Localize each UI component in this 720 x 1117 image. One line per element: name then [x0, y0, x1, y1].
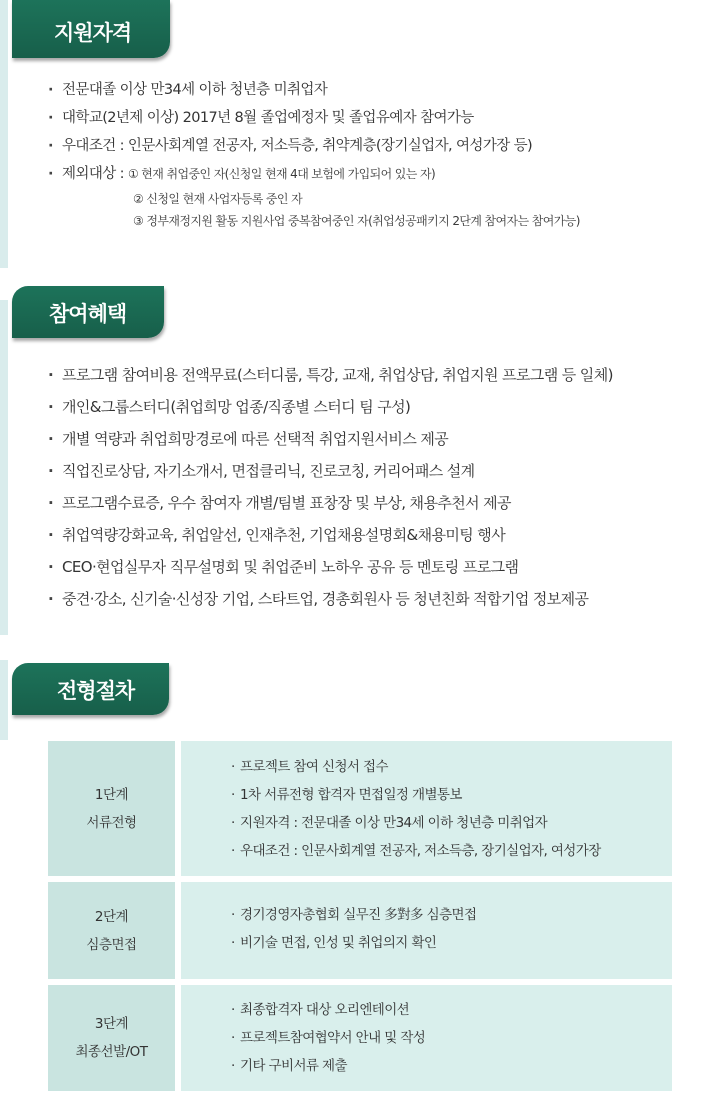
step-items [231, 901, 476, 957]
list-item: · 경기경영자총협회 실무진 多對多 심층면접 [231, 901, 476, 929]
step-stage: 2단계 [94, 908, 129, 925]
section-tab-process [12, 663, 169, 715]
list-item: · 중견·강소, 신기술·신성장 기업, 스타트업, 경총회원사 등 청년친화 적합기업 정보제공 [48, 588, 613, 620]
list-item: · 프로젝트 참여 신청서 접수 [231, 753, 601, 781]
step-items [231, 753, 601, 865]
list-item: · 프로그램 참여비용 전액무료(스터디룸, 특강, 교재, 취업상담, 취업지원 프로그램 등 일체) [48, 364, 613, 396]
left-accent-bar [0, 660, 8, 740]
step-name: 심층면접 [86, 936, 137, 953]
list-item-exclusions [48, 163, 532, 191]
section-tab-benefits [12, 286, 164, 338]
left-accent-bar [0, 0, 8, 268]
list-item: · 기타 구비서류 제출 [231, 1052, 425, 1080]
list-item: · 1차 서류전형 합격자 면접일정 개별통보 [231, 781, 601, 809]
process-step-3 [48, 985, 672, 1091]
exclusion-item: ② 신청일 현재 사업자등록 중인 자 [133, 192, 303, 206]
list-item: · 전문대졸 이상 만34세 이하 청년층 미취업자 [48, 79, 532, 107]
list-item: · 프로젝트참여협약서 안내 및 작성 [231, 1024, 425, 1052]
list-item: · 취업역량강화교육, 취업알선, 인재추천, 기업채용설명회&채용미팅 행사 [48, 524, 613, 556]
section-tab-qualification [12, 0, 170, 58]
step-body [181, 741, 672, 876]
exclusion-title: 제외대상 : [62, 166, 124, 182]
list-item: · 지원자격 : 전문대졸 이상 만34세 이하 청년층 미취업자 [231, 809, 601, 837]
section-title: 지원자격 [54, 21, 132, 45]
step-body [181, 985, 672, 1091]
step-label [48, 985, 175, 1091]
step-stage: 1단계 [94, 786, 129, 803]
list-item: · 최종합격자 대상 오리엔테이션 [231, 996, 425, 1024]
step-name: 서류전형 [86, 814, 137, 831]
step-items [231, 996, 425, 1080]
step-name: 최종선발/OT [75, 1044, 148, 1060]
process-step-1 [48, 741, 672, 876]
left-accent-bar [0, 300, 8, 635]
list-item: · 직업진로상담, 자기소개서, 면접클리닉, 진로코칭, 커리어패스 설계 [48, 460, 613, 492]
section-title: 참여혜택 [49, 302, 127, 326]
step-label [48, 741, 175, 876]
step-label [48, 882, 175, 979]
section-title: 전형절차 [57, 679, 135, 703]
benefits-list [48, 364, 613, 620]
list-item: · 개인&그룹스터디(취업희망 업종/직종별 스터디 팀 구성) [48, 396, 613, 428]
list-item: · 개별 역량과 취업희망경로에 따른 선택적 취업지원서비스 제공 [48, 428, 613, 460]
step-stage: 3단계 [94, 1016, 129, 1032]
list-item: · 비기술 면접, 인성 및 취업의지 확인 [231, 929, 476, 957]
qualification-list [48, 79, 532, 191]
process-step-2 [48, 882, 672, 979]
exclusion-item: ③ 정부재정지원 활동 지원사업 중복참여중인 자(취업성공패키지 2단계 참여자는 참여가능) [133, 214, 580, 228]
list-item: · 대학교(2년제 이상) 2017년 8월 졸업예정자 및 졸업유예자 참여가능 [48, 107, 532, 135]
exclusion-item: ① 현재 취업중인 자(신청일 현재 4대 보험에 가입되어 있는 자) [127, 167, 436, 181]
step-body [181, 882, 672, 979]
list-item: · CEO·현업실무자 직무설명회 및 취업준비 노하우 공유 등 멘토링 프로그램 [48, 556, 613, 588]
list-item: · 우대조건 : 인문사회계열 전공자, 저소득층, 취약계층(장기실업자, 여성가장 등) [48, 135, 532, 163]
list-item: · 프로그램수료증, 우수 참여자 개별/팀별 표창장 및 부상, 채용추천서 제공 [48, 492, 613, 524]
list-item: · 우대조건 : 인문사회계열 전공자, 저소득층, 장기실업자, 여성가장 [231, 837, 601, 865]
